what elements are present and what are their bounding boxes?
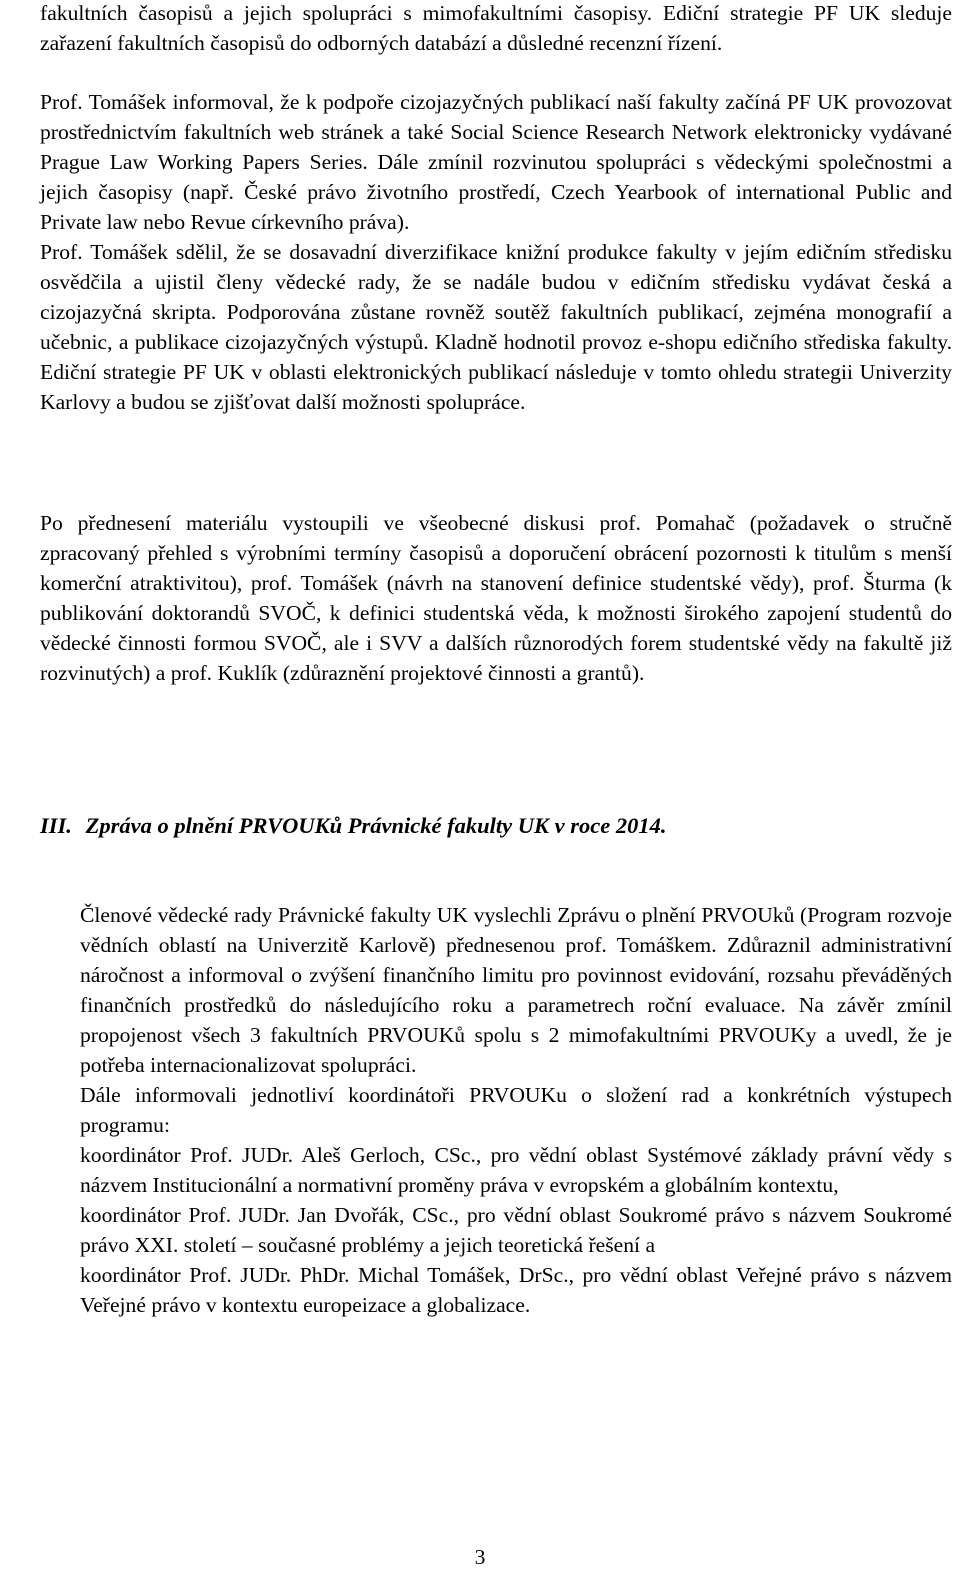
paragraph-text: koordinátor Prof. JUDr. Jan Dvořák, CSc., pro vědní oblast Soukromé právo s názvem Soukromé právo XXI. století – současné problémy a jejich teoretická řešení a — [80, 1203, 952, 1257]
section-number: III. — [40, 813, 72, 838]
paragraph-publications — [40, 87, 952, 417]
section-body — [80, 900, 952, 1320]
paragraph-text: koordinátor Prof. JUDr. PhDr. Michal Tomášek, DrSc., pro vědní oblast Veřejné právo s názvem Veřejné právo v kontextu europeizace a globalizace. — [80, 1263, 952, 1317]
paragraph-discussion — [40, 508, 952, 688]
paragraph-text: Dále informovali jednotliví koordinátoři PRVOUKu o složení rad a konkrétních výstupech programu: — [80, 1083, 952, 1137]
paragraph-text: koordinátor Prof. JUDr. Aleš Gerloch, CSc., pro vědní oblast Systémové základy právní vědy s názvem Institucionální a normativní proměny práva v evropském a globálním kontextu, — [80, 1143, 952, 1197]
paragraph-text: Prof. Tomášek sdělil, že se dosavadní diverzifikace knižní produkce fakulty v jejím edičním středisku osvědčila a ujistil členy vědecké rady, že se nadále budou v edičním středisku vydávat česká a cizojazyčná skripta. Podporována zůstane rovněž soutěž fakultních publikací, zejména monografií a učebnic, a publikace cizojazyčných výstupů. Kladně hodnotil provoz e-shopu edičního střediska fakulty. Ediční strategie PF UK v oblasti elektronických publikací následuje v tomto ohledu strategii Univerzity Karlovy a budou se zjišťovat další možnosti spolupráce. — [40, 240, 952, 414]
section-heading — [40, 811, 952, 841]
paragraph-text: Po přednesení materiálu vystoupili ve všeobecné diskusi prof. Pomahač (požadavek o stručně zpracovaný přehled s výrobními termíny časopisů a doporučení obrácení pozornosti k titulům s menší komerční atraktivitou), prof. Tomášek (návrh na stanovení definice studentské vědy), prof. Šturma (k publikování doktorandů SVOČ, k definici studentská věda, k možnosti širokého zapojení studentů do vědecké činnosti formou SVOČ, ale i SVV a dalších různorodých forem studentské vědy na fakultě již rozvinutých) a prof. Kuklík (zdůraznění projektové činnosti a grantů). — [40, 511, 952, 685]
paragraph-text: fakultních časopisů a jejich spolupráci s mimofakultními časopisy. Ediční strategie PF UK sleduje zařazení fakultních časopisů do odborných databází a důsledné recenzní řízení. — [40, 1, 952, 55]
paragraph-text: Prof. Tomášek informoval, že k podpoře cizojazyčných publikací naší fakulty začíná PF UK provozovat prostřednictvím fakultních web stránek a také Social Science Research Network elektronicky vydávané Prague Law Working Papers Series. Dále zmínil rozvinutou spolupráci s vědeckými společnostmi a jejich časopisy (např. České právo životního prostředí, Czech Yearbook of international Public and Private law nebo Revue církevního práva). — [40, 90, 952, 234]
section-title: Zpráva o plnění PRVOUKů Právnické fakulty UK v roce 2014. — [85, 813, 667, 838]
continued-paragraph — [40, 0, 952, 58]
page-number: 3 — [474, 1545, 486, 1569]
paragraph-text: Členové vědecké rady Právnické fakulty UK vyslechli Zprávu o plnění PRVOUků (Program rozvoje vědních oblastí na Univerzitě Karlově) přednesenou prof. Tomáškem. Zdůraznil administrativní náročnost a informoval o zvýšení finančního limitu pro povinnost evidování, rozsahu převáděných finančních prostředků do následujícího roku a parametrech roční evaluace. Na závěr zmínil propojenost všech 3 fakultních PRVOUKů spolu s 2 mimofakultními PRVOUKy a uvedl, že je potřeba internacionalizovat spolupráci. — [80, 903, 952, 1077]
